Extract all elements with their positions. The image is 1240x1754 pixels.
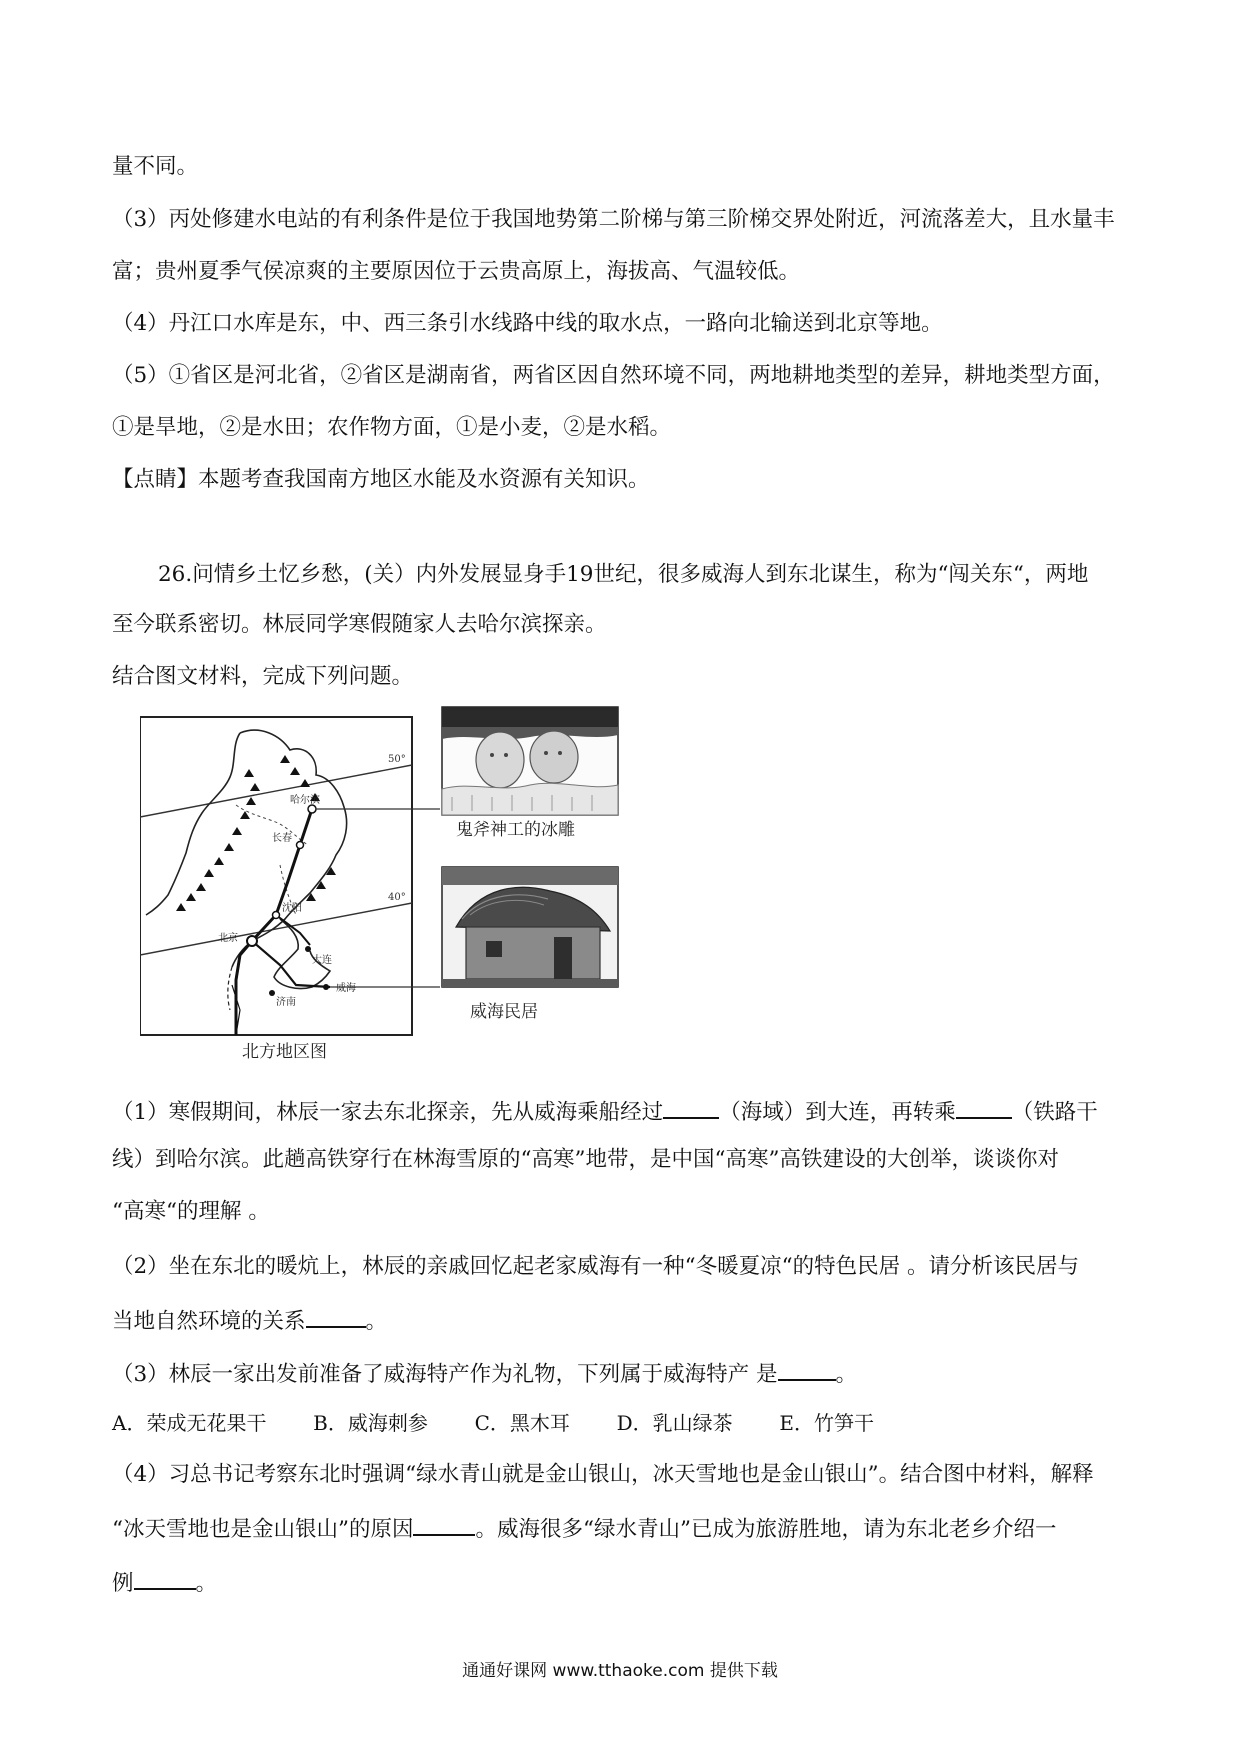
sub-question-1: （1）寒假期间，林辰一家去东北探亲，先从威海乘船经过 （海域）到大连，再转乘 （铁路干 bbox=[112, 1095, 1128, 1128]
lat-50-label: 50° bbox=[388, 754, 406, 765]
caption-north-map: 北方地区图 bbox=[242, 1042, 327, 1062]
city-weihai bbox=[323, 984, 329, 990]
sub-question-1: “高寒“的理解 。 bbox=[112, 1199, 270, 1224]
answer-blank-example[interactable] bbox=[134, 1566, 196, 1590]
options-row bbox=[112, 1408, 1128, 1438]
answer-blank-specialty[interactable] bbox=[778, 1357, 836, 1381]
sub-question-2: （2）坐在东北的暖炕上，林辰的亲戚回忆起老家威海有一种“冬暖夏凉“的特色民居 。请分析该民居与 bbox=[112, 1254, 1080, 1279]
label-beijing: 北京 bbox=[218, 933, 238, 944]
answer-3-line: （3）丙处修建水电站的有利条件是位于我国地势第二阶梯与第三阶梯交界处附近，河流落差大，且水量丰 bbox=[112, 207, 1115, 232]
city-changchun bbox=[297, 842, 304, 849]
option-a[interactable]: A．荣成无花果干 bbox=[112, 1411, 267, 1435]
sub-question-4: （4）习总书记考察东北时强调“绿水青山就是金山银山，冰天雪地也是金山银山”。结合图中材料，解释 bbox=[112, 1462, 1094, 1487]
photo-weihai-house bbox=[442, 867, 618, 987]
label-harbin: 哈尔滨 bbox=[290, 795, 320, 806]
sub-question-3: （3）林辰一家出发前准备了威海特产作为礼物，下列属于威海特产 是 。 bbox=[112, 1357, 1128, 1390]
question-26-intro: 26.问情乡土忆乡愁，(关）内外发展显身手19世纪，很多威海人到东北谋生，称为“闯关东“，两地 bbox=[158, 562, 1089, 587]
city-beijing bbox=[247, 936, 257, 946]
city-jinan bbox=[269, 990, 275, 996]
answer-blank-reason[interactable] bbox=[413, 1512, 475, 1536]
city-shenyang bbox=[273, 912, 280, 919]
option-c[interactable]: C．黑木耳 bbox=[474, 1411, 570, 1435]
label-weihai: 威海 bbox=[336, 983, 356, 994]
answer-blank-railway[interactable] bbox=[956, 1095, 1012, 1119]
city-dalian bbox=[305, 946, 311, 952]
label-changchun: 长春 bbox=[272, 833, 292, 844]
answer-3-line: 富；贵州夏季气侯凉爽的主要原因位于云贵高原上，海拔高、气温较低。 bbox=[112, 259, 801, 284]
answer-5-line: ①是旱地，②是水田；农作物方面，①是小麦，②是水稻。 bbox=[112, 415, 672, 440]
city-harbin bbox=[308, 805, 316, 813]
answer-blank-relation[interactable] bbox=[306, 1304, 366, 1328]
caption-weihai-house: 威海民居 bbox=[470, 1002, 538, 1022]
label-jinan: 济南 bbox=[276, 997, 296, 1008]
sub-question-4: 例 。 bbox=[112, 1566, 1128, 1599]
option-d[interactable]: D．乳山绿茶 bbox=[616, 1411, 733, 1435]
caption-ice-sculpture: 鬼斧神工的冰雕 bbox=[456, 820, 575, 840]
sub-question-4: “冰天雪地也是金山银山”的原因 。威海很多“绿水青山”已成为旅游胜地，请为东北老乡介绍一 bbox=[112, 1512, 1128, 1545]
figure-svg bbox=[140, 705, 620, 1065]
option-b[interactable]: B．威海刺参 bbox=[313, 1411, 428, 1435]
question-26-intro: 至今联系密切。林辰同学寒假随家人去哈尔滨探亲。 bbox=[112, 612, 607, 637]
answer-5-line: （5）①省区是河北省，②省区是湖南省，两省区因自然环境不同，两地耕地类型的差异，耕地类型方面， bbox=[112, 363, 1115, 388]
page-footer: 通通好课网 www.tthaoke.com 提供下载 bbox=[462, 1661, 778, 1681]
option-e[interactable]: E．竹笋干 bbox=[779, 1411, 874, 1435]
label-dalian: 大连 bbox=[312, 955, 332, 966]
figure-north-region bbox=[140, 705, 620, 1065]
lat-40-label: 40° bbox=[388, 892, 406, 903]
answer-4-line: （4）丹江口水库是东，中、西三条引水线路中线的取水点，一路向北输送到北京等地。 bbox=[112, 311, 943, 336]
point-line: 【点睛】本题考查我国南方地区水能及水资源有关知识。 bbox=[112, 467, 650, 492]
sub-question-1: 线）到哈尔滨。此趟高铁穿行在林海雪原的“高寒”地带，是中国“高寒”高铁建设的大创举，谈谈你对 bbox=[112, 1147, 1059, 1172]
answer-blank-sea[interactable] bbox=[663, 1095, 719, 1119]
sub-question-2: 当地自然环境的关系 。 bbox=[112, 1304, 1128, 1337]
label-shenyang: 沈阳 bbox=[282, 903, 302, 914]
question-26-instruction: 结合图文材料，完成下列问题。 bbox=[112, 664, 414, 689]
photo-ice-sculpture bbox=[442, 707, 618, 815]
answer-line: 量不同。 bbox=[112, 154, 199, 179]
